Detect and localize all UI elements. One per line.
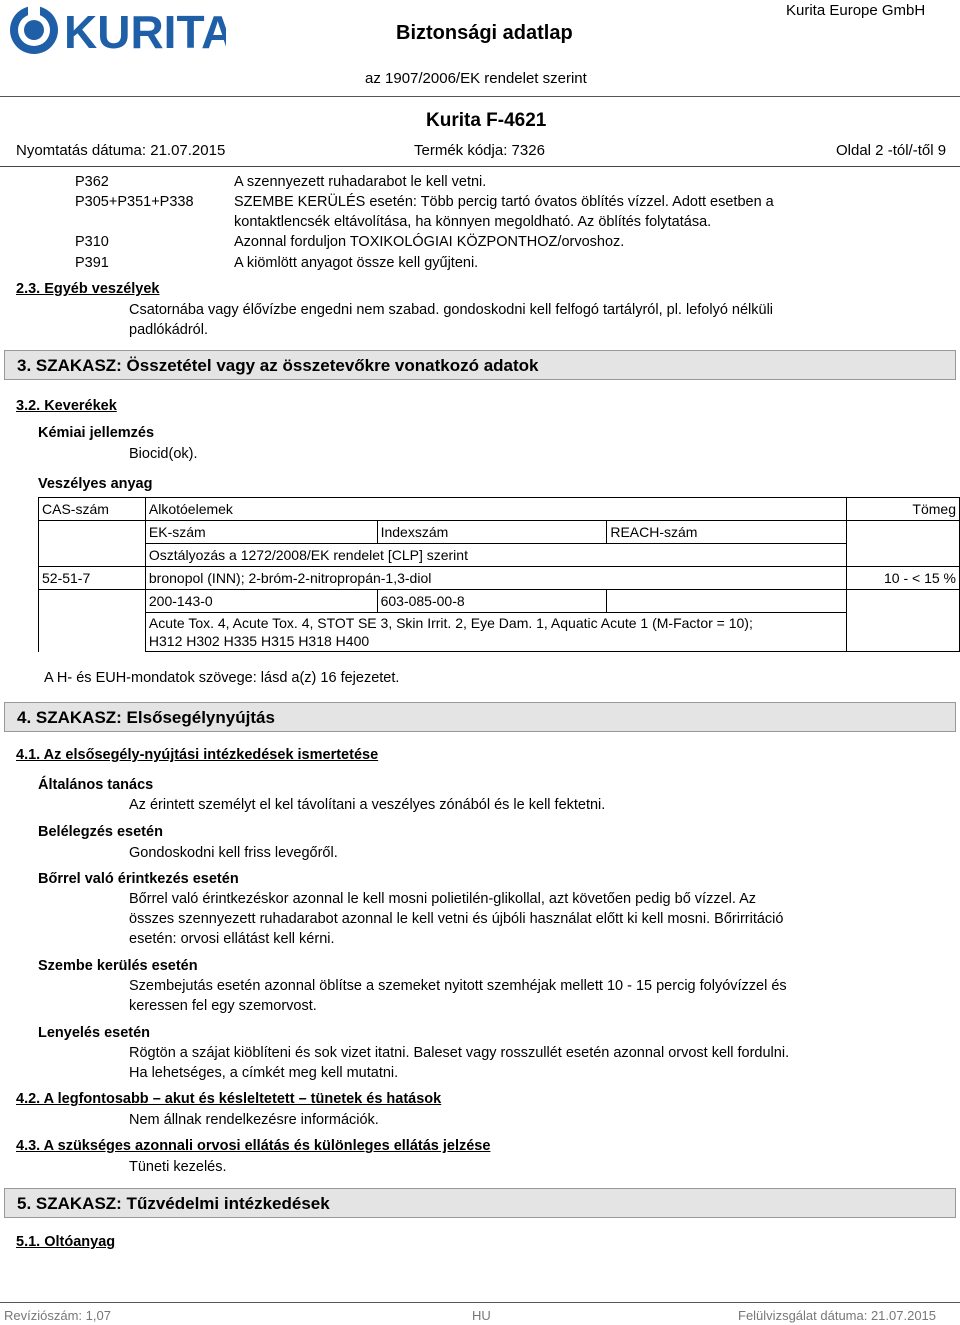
revision-number: Revíziószám: 1,07 xyxy=(4,1308,111,1323)
hazard-text: padlókádról. xyxy=(129,322,208,338)
field-label: Veszélyes anyag xyxy=(38,476,153,492)
print-date: Nyomtatás dátuma: 21.07.2015 xyxy=(16,142,226,159)
subsection-heading: 4.2. A legfontosabb – akut és késleltetett – tünetek és hatások xyxy=(16,1091,442,1107)
field-value: Nem állnak rendelkezésre információk. xyxy=(129,1112,379,1128)
field-label: Általános tanács xyxy=(38,777,154,793)
document-title: Biztonsági adatlap xyxy=(396,22,573,44)
field-value: keressen fel egy szemorvost. xyxy=(129,998,317,1014)
p-text: A szennyezett ruhadarabot le kell vetni. xyxy=(234,174,487,190)
product-name: Kurita F-4621 xyxy=(426,110,547,131)
classification-line: Acute Tox. 4, Acute Tox. 4, STOT SE 3, Skin Irrit. 2, Eye Dam. 1, Aquatic Acute 1 (M-Factor = 10); xyxy=(148,615,753,631)
field-value: esetén: orvosi ellátást kell kérni. xyxy=(129,931,335,947)
table-row xyxy=(39,521,960,544)
p-text: Azonnal forduljon TOXIKOLÓGIAI KÖZPONTHOZ/orvoshoz. xyxy=(234,234,625,250)
language-code: HU xyxy=(472,1308,491,1323)
table-cell: 200-143-0 xyxy=(145,590,377,613)
regulation: az 1907/2006/EK rendelet szerint xyxy=(365,70,587,87)
product-code: Termék kódja: 7326 xyxy=(414,142,545,159)
field-value: Bőrrel való érintkezéskor azonnal le kell mosni polietilén-glikollal, azt követően pedig bő vízzel. Az xyxy=(129,891,757,907)
p-text: A kiömlött anyagot össze kell gyűjteni. xyxy=(234,255,479,271)
field-value: Szembejutás esetén azonnal öblítse a szemeket nyitott szemhéjak mellett 10 - 15 percig folyóvízzel és xyxy=(129,978,787,994)
header-rule xyxy=(0,96,960,97)
svg-text:KURITA: KURITA xyxy=(64,6,226,58)
field-label: Belélegzés esetén xyxy=(38,824,163,840)
kurita-logo xyxy=(6,2,226,58)
field-value: összes szennyezett ruhadarabot azonnal le kell vetni és újbóli használat előtt ki kell mosni. Bőrirritáció xyxy=(129,911,784,927)
page-number: Oldal 2 -tól/-től 9 xyxy=(836,142,947,159)
section-4-header xyxy=(4,702,956,732)
subsection-heading: 5.1. Oltóanyag xyxy=(16,1234,116,1250)
table-cell: 603-085-00-8 xyxy=(377,590,607,613)
field-label: Lenyelés esetén xyxy=(38,1025,151,1041)
field-value: Tüneti kezelés. xyxy=(129,1159,227,1175)
p-text: SZEMBE KERÜLÉS esetén: Több percig tartó óvatos öblítés vízzel. Adott esetben a xyxy=(234,194,774,210)
field-label: Bőrrel való érintkezés esetén xyxy=(38,871,239,887)
field-value: Biocid(ok). xyxy=(129,446,198,462)
table-cell: 52-51-7 xyxy=(39,567,146,590)
table-cell xyxy=(145,613,846,652)
table-cell: 10 - < 15 % xyxy=(847,567,960,590)
field-label: Kémiai jellemzés xyxy=(38,425,155,441)
composition-table xyxy=(38,497,960,652)
field-value: Ha lehetséges, a címkét meg kell mutatni. xyxy=(129,1065,399,1081)
table-header: Tömeg xyxy=(847,498,960,521)
hazard-text: Csatornába vagy élővízbe engedni nem szabad. gondoskodni kell felfogó tartályról, pl. lefolyó nélküli xyxy=(129,302,774,318)
subsection-heading: 2.3. Egyéb veszélyek xyxy=(16,281,160,297)
table-row xyxy=(39,567,960,590)
table-row xyxy=(39,498,960,521)
section-title: 3. SZAKASZ: Összetétel vagy az összetevőkre vonatkozó adatok xyxy=(17,356,539,375)
field-value: Rögtön a szájat kiöblíteni és sok vizet itatni. Baleset vagy rosszullét esetén azonnal orvost kell fordulni. xyxy=(129,1045,790,1061)
section-3-header xyxy=(4,350,956,380)
table-header: Alkotóelemek xyxy=(145,498,846,521)
classification-line: H312 H302 H335 H315 H318 H400 xyxy=(148,633,370,649)
subsection-heading: 4.1. Az elsősegély-nyújtási intézkedések ismertetése xyxy=(16,747,379,763)
table-cell: bronopol (INN); 2-bróm-2-nitropropán-1,3-diol xyxy=(145,567,846,590)
header-rule-2 xyxy=(0,166,960,167)
footer-rule xyxy=(0,1302,960,1303)
p-code: P310 xyxy=(75,234,109,250)
field-value: Az érintett személyt el kel távolítani a veszélyes zónából és le kell fektetni. xyxy=(129,797,606,813)
field-value: Gondoskodni kell friss levegőről. xyxy=(129,845,338,861)
table-header: CAS-szám xyxy=(39,498,146,521)
subsection-heading: 4.3. A szükséges azonnali orvosi ellátás és különleges ellátás jelzése xyxy=(16,1138,491,1154)
table-row xyxy=(39,613,960,652)
section-title: 4. SZAKASZ: Elsősegélynyújtás xyxy=(17,708,275,727)
h-statement-note: A H- és EUH-mondatok szövege: lásd a(z) 16 fejezetet. xyxy=(44,670,400,686)
table-row xyxy=(39,590,960,613)
p-code: P362 xyxy=(75,174,109,190)
section-title: 5. SZAKASZ: Tűzvédelmi intézkedések xyxy=(17,1194,330,1213)
field-label: Szembe kerülés esetén xyxy=(38,958,198,974)
table-header: REACH-szám xyxy=(607,521,847,544)
p-code: P305+P351+P338 xyxy=(75,194,194,210)
p-text-cont: kontaktlencsék eltávolítása, ha könnyen megoldható. Az öblítés folytatása. xyxy=(234,214,712,230)
table-row xyxy=(39,544,960,567)
company-name: Kurita Europe GmbH xyxy=(786,2,926,19)
table-header: Osztályozás a 1272/2008/EK rendelet [CLP] szerint xyxy=(145,544,846,567)
review-date: Felülvizsgálat dátuma: 21.07.2015 xyxy=(738,1308,937,1323)
p-code: P391 xyxy=(75,255,109,271)
table-header: Indexszám xyxy=(377,521,607,544)
subsection-heading: 3.2. Keverékek xyxy=(16,398,117,414)
table-header: EK-szám xyxy=(145,521,377,544)
section-5-header xyxy=(4,1188,956,1218)
